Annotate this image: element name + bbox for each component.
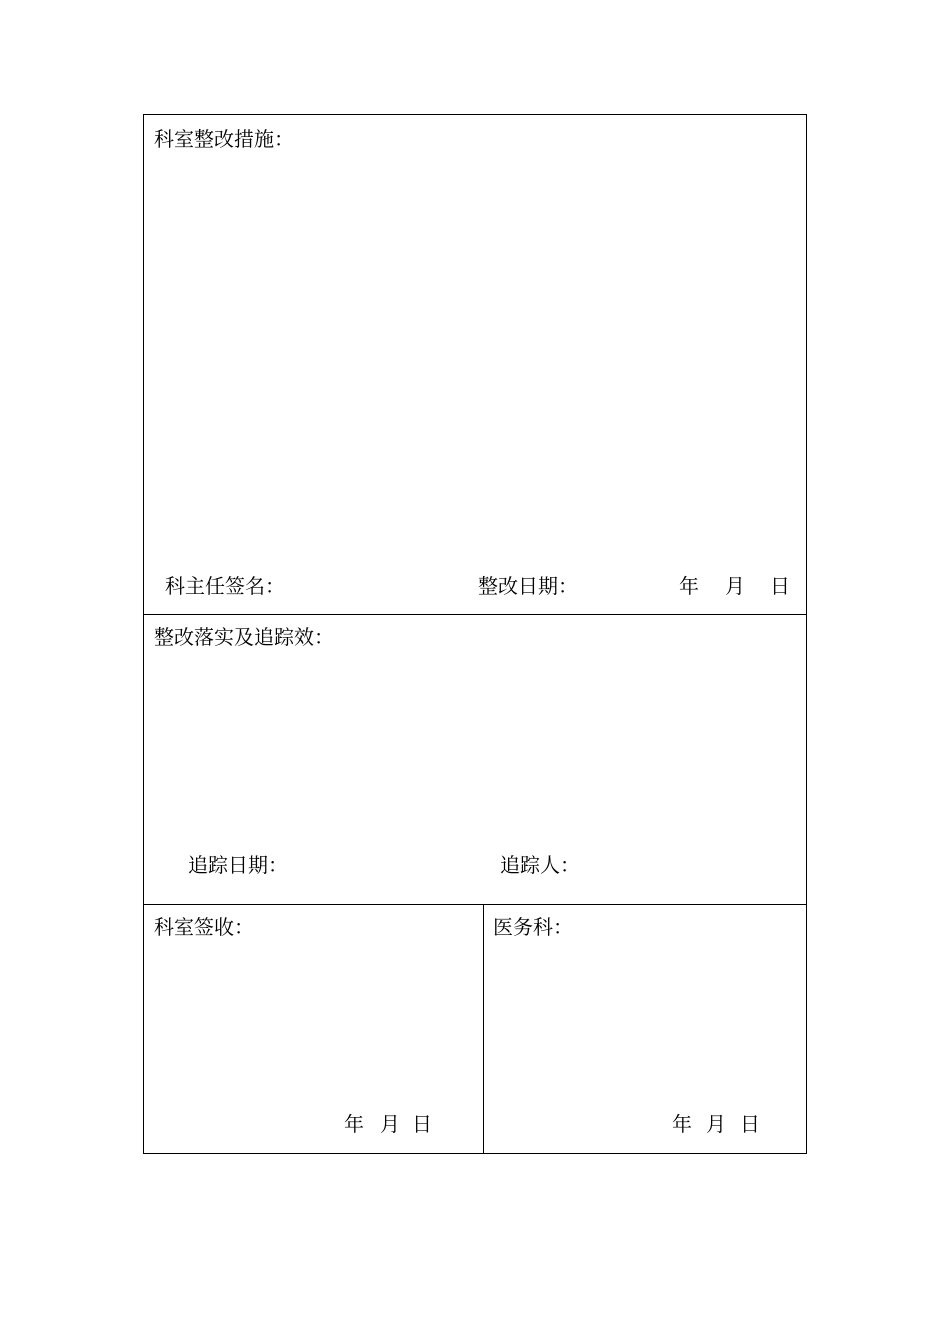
department-receipt-cell <box>144 905 484 1153</box>
day-label: 日 <box>770 574 790 598</box>
implementation-tracking-section <box>144 615 806 905</box>
year-label: 年 <box>679 574 699 598</box>
receipt-year-label: 年 <box>344 1112 364 1136</box>
medical-affairs-day-label: 日 <box>740 1112 760 1136</box>
medical-affairs-heading: 医务科： <box>493 915 573 939</box>
tracking-date-label: 追踪日期： <box>188 853 288 877</box>
receipt-day-label: 日 <box>412 1112 432 1136</box>
receipt-month-label: 月 <box>380 1112 400 1136</box>
rectification-date-label: 整改日期： <box>478 574 578 598</box>
director-signature-label: 科主任签名： <box>165 574 285 598</box>
tracker-label: 追踪人： <box>500 853 580 877</box>
medical-affairs-cell <box>484 905 806 1153</box>
medical-affairs-month-label: 月 <box>706 1112 726 1136</box>
signoff-section <box>144 905 806 1153</box>
implementation-tracking-heading: 整改落实及追踪效： <box>154 625 334 649</box>
rectification-measures-heading: 科室整改措施： <box>154 127 294 151</box>
month-label: 月 <box>725 574 745 598</box>
department-receipt-heading: 科室签收： <box>154 915 254 939</box>
rectification-measures-section <box>144 115 806 615</box>
rectification-form <box>143 114 807 1154</box>
medical-affairs-year-label: 年 <box>672 1112 692 1136</box>
